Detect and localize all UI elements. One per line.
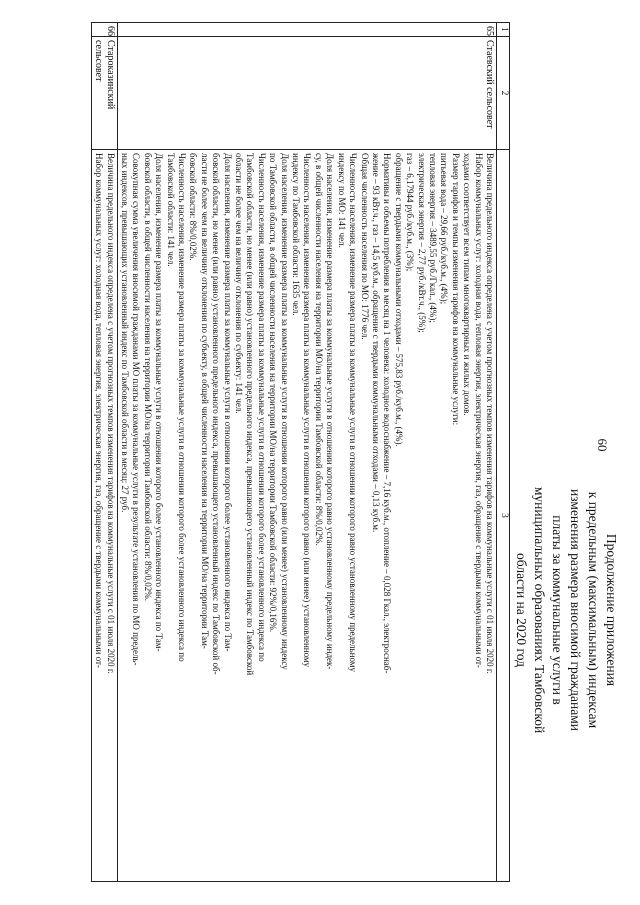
- description-line: бовской области: 8%/0,02%.: [188, 153, 199, 261]
- description-line: ласти не более чем на величину отклонения по субъекту, в общей численности населения на территории МО/на территории Там-: [199, 153, 210, 649]
- row-number: 65: [117, 23, 496, 37]
- description-line: Доля населения, изменение размера платы за коммунальные услуги в отношении которого более установленного индекса по Там-: [222, 153, 233, 652]
- description-line: бовской области, но менее (или равно) установленного предельного индекса, превышающего установленный индекс по Тамбовской об-: [211, 153, 222, 675]
- page-number: 60: [595, 438, 610, 452]
- description-line: области не более чем на величину отклонения по субъекту: 141 чел.: [234, 153, 245, 414]
- header-line: изменения размера вносимой гражданами: [568, 489, 583, 731]
- table-row: [117, 23, 496, 882]
- header-line: Продолжение приложения: [604, 533, 619, 687]
- description-line: электрическая энергия – 2,77 руб./кВт.ч., (5%);: [416, 153, 427, 333]
- row-number: 66: [91, 23, 117, 37]
- description-line: жение – 93 кВт.ч., газ – 14,5 куб.м., обращение с твердыми коммунальными отходами – 0,13 куб.м.: [370, 153, 381, 533]
- municipality-name: Стаевский сельсовет: [117, 37, 496, 150]
- header-line: области на 2020 год: [514, 553, 529, 667]
- description-line: Численность населения, изменение размера платы за коммунальные услуги в отношении которого равно установленному предельному: [348, 153, 359, 672]
- description-line: Численность населения, изменение размера платы за коммунальные услуги в отношении которого равно (или менее) установленному: [302, 153, 313, 668]
- description-line: Доля населения, изменение размера платы за коммунальные услуги в отношении которого равно установленному предельному индек-: [325, 153, 336, 670]
- header-line: муниципальных образованиях Тамбовской: [532, 486, 547, 734]
- table-row: [91, 23, 117, 882]
- column-number-row: [497, 23, 510, 882]
- description-line: Доля населения, изменение размера платы за коммунальные услуги в отношении которого равно (или менее) установленному индексу: [279, 153, 290, 670]
- description-line: обращение с твердыми коммунальными отходами – 575,83 руб./куб.м., (4%).: [393, 153, 404, 447]
- description-line: Тамбовской области, но менее (или равно) установленного предельного индекса, превышающего установленный индекс по Тамбовской: [245, 153, 256, 676]
- header-line: платы за коммунальные услуги в: [550, 515, 565, 705]
- description-line: Численность населения, изменение размера платы за коммунальные услуги в отношении которого более установленного индекса по: [177, 153, 188, 662]
- description-line: индексу по МО: 141 чел.: [336, 153, 347, 248]
- column-number: 3: [497, 150, 510, 882]
- description-line: су, в общей численности населения на территории МО/на территории Тамбовской области: 8%/0,02%.: [313, 153, 324, 546]
- description-line: ходами соответствует всем типам многоквартирных и жилых домов.: [462, 153, 473, 416]
- header-line: к предельным (максимальным) индексам: [586, 491, 601, 729]
- description-line: Нормативы и объемы потребления в месяц на 1 человека: холодное водоснабжение – 7,16 куб.м., отопление – 0,028 Гкал., электроснаб-: [382, 153, 393, 674]
- indices-table: [91, 22, 510, 882]
- description-line: бовской области, в общей численности населения на территории МО/на территории Тамбовской области: 8%/0,02%.: [142, 153, 153, 602]
- description-line: Величина предельного индекса определена с учетом прогнозных темпов изменения тарифов на коммунальные услуги с 01 июля 2020 г.: [105, 153, 116, 674]
- description-line: Величина предельного индекса определена с учетом прогнозных темпов изменения тарифов на коммунальные услуги с 01 июля 2020 г.: [485, 153, 495, 674]
- municipality-name: Староказинский сельсовет: [91, 37, 117, 150]
- row-description: [91, 150, 117, 882]
- description-line: индексу по Тамбовской области: 1635 чел.: [291, 153, 302, 316]
- description-line: Совокупная сумма увеличения вносимой гражданами МО платы за коммунальные услуги в результате установления по МО предель-: [131, 153, 142, 666]
- description-line: Доля населения, изменение размера платы за коммунальные услуги в отношении которого более установленного индекса по Там-: [154, 153, 165, 652]
- appendix-header: [512, 360, 620, 860]
- description-line: питьевая вода – 29,66 руб./куб.м., (4%);: [439, 153, 450, 305]
- column-number: 1: [497, 23, 510, 37]
- description-line: тепловая энергия – 3489,55 руб./Гкал., (4%);: [427, 153, 438, 323]
- column-number: 2: [497, 37, 510, 150]
- description-line: Численность населения, изменение размера платы за коммунальные услуги в отношении которого более установленного индекса по: [256, 153, 267, 662]
- description-line: газ – 6,17944 руб./куб.м., (3%);: [405, 153, 416, 272]
- row-description: [117, 150, 496, 882]
- description-line: по Тамбовской области, в общей численности населения на территории МО/на территории Тамбовской области: 92%/0,16%.: [268, 153, 279, 633]
- description-line: Размер тарифов и темпы изменения тарифов на коммунальные услуги:: [450, 153, 461, 426]
- description-line: Набор коммунальных услуг: холодная вода, тепловая энергия, электрическая энергия, газ, обращение с твердыми коммунальными от-: [94, 153, 105, 668]
- description-line: Набор коммунальных услуг: холодная вода, тепловая энергия, электрическая энергия, газ, обращение с твердыми коммунальными от-: [473, 153, 484, 668]
- description-line: ных индексов, превышающих установленный индекс по Тамбовской области в месяц: 27 руб.: [120, 153, 130, 513]
- description-line: Общая численность населения по МО: 1776 чел.: [359, 153, 370, 340]
- description-line: Тамбовской области: 141 чел.: [165, 153, 176, 267]
